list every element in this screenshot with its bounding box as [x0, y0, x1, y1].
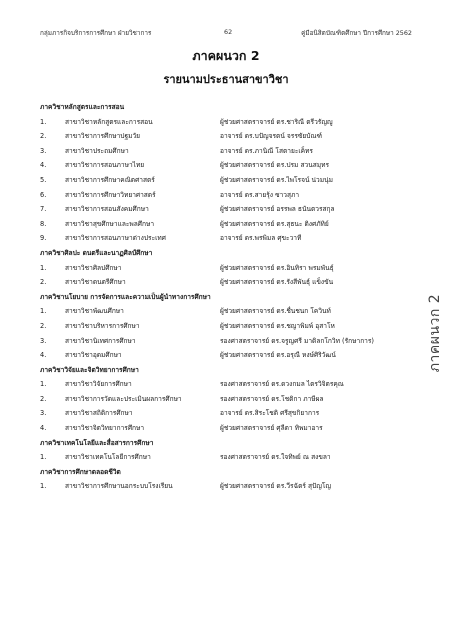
chair-name: รองศาสตราจารย์ ดร.ดวงกมล ไตรวิจิตรคุณ	[220, 380, 344, 389]
program-name: สาขาวิชาการศึกษาปฐมวัย	[65, 132, 141, 141]
item-number: 1.	[40, 263, 47, 272]
list-item	[40, 334, 412, 349]
list-item	[40, 479, 412, 494]
list-item	[40, 188, 412, 203]
item-number: 5.	[40, 175, 47, 184]
list-item	[40, 275, 412, 290]
program-name: สาขาวิชาการวัดและประเมินผลการศึกษา	[65, 394, 182, 403]
item-number: 3.	[40, 409, 47, 418]
page-header	[40, 28, 412, 40]
program-name: สาขาวิชาประถมศึกษา	[65, 146, 129, 155]
list-item	[40, 304, 412, 319]
item-number: 1.	[40, 453, 47, 462]
chair-name: ผู้ช่วยศาสตราจารย์ ดร.ปรม สวนสมุทร	[220, 161, 329, 170]
department-heading: ภาควิชาเทคโนโลยีและสื่อสารการศึกษา	[40, 438, 154, 447]
department-heading: ภาควิชานโยบาย การจัดการและความเป็นผู้นำทางการศึกษา	[40, 292, 211, 301]
department-heading: ภาควิชาหลักสูตรและการสอน	[40, 103, 125, 111]
header-department: กลุ่มภารกิจบริการการศึกษา ฝ่ายวิชาการ	[40, 29, 152, 37]
chair-name: ผู้ช่วยศาสตราจารย์ ศุลีตา ทิพมาอาร	[220, 424, 323, 433]
item-number: 1.	[40, 482, 47, 491]
chair-name: ผู้ช่วยศาสตราจารย์ ดร.สุธนะ ติงศภัทิย์	[220, 219, 329, 228]
item-number: 6.	[40, 190, 47, 199]
program-name: สาขาวิชาสุขศึกษาและพลศึกษา	[65, 219, 155, 228]
chair-name: ผู้ช่วยศาสตราจารย์ ดร.ชาริณี ตรีวรัญญู	[220, 117, 333, 126]
program-name: สาขาวิชานิเทศการศึกษา	[65, 336, 136, 345]
chair-name: อาจารย์ ดร.สิระโชติ ศรีสุขกิยาการ	[220, 409, 320, 418]
item-number: 4.	[40, 161, 47, 170]
item-number: 4.	[40, 424, 47, 433]
list-item	[40, 348, 412, 363]
program-name: สาขาวิชาพัฒนศึกษา	[65, 307, 124, 316]
item-number: 8.	[40, 219, 47, 228]
program-name: สาขาวิชาการศึกษาวิทยาศาสตร์	[65, 190, 156, 199]
program-name: สาขาวิชาการสอนภาษาต่างประเทศ	[65, 234, 166, 243]
chair-name: ผู้ช่วยศาสตราจารย์ ดร.รังสีพันธุ์ แข็งขัน	[220, 278, 334, 287]
list-item	[40, 144, 412, 159]
chair-name: รองศาสตราจารย์ ดร.โชติกา ภาษีผล	[220, 394, 324, 403]
program-name: สาขาวิชาการศึกษานอกระบบโรงเรียน	[65, 482, 173, 491]
item-number: 1.	[40, 117, 47, 126]
page-number: 62	[224, 28, 233, 36]
chair-name: ผู้ช่วยศาสตราจารย์ ดร.อรุณี หงษ์ศิริวัฒน์	[220, 351, 336, 360]
list-item	[40, 115, 412, 130]
appendix-subtitle: รายนามประธานสาขาวิชา	[163, 73, 289, 86]
side-tab-label: ภาคผนวก 2	[427, 293, 443, 373]
program-name: สาขาวิชาเทคโนโลยีการศึกษา	[65, 453, 151, 462]
chair-name: รองศาสตราจารย์ ดร.ใจทิพย์ ณ สงขลา	[220, 453, 331, 462]
header-handbook-title: คู่มือนิสิตบัณฑิตศึกษา ปีการศึกษา 2562	[301, 29, 412, 37]
program-name: สาขาวิชาวิจัยการศึกษา	[65, 380, 132, 389]
program-name: สาขาวิชาการสอนภาษาไทย	[65, 161, 145, 170]
item-number: 7.	[40, 205, 47, 214]
item-number: 2.	[40, 132, 47, 141]
chair-name: ผู้ช่วยศาสตราจารย์ อรรพล ธนันตวรสกุล	[220, 205, 335, 214]
item-number: 1.	[40, 380, 47, 389]
item-number: 3.	[40, 146, 47, 155]
program-name: สาขาวิชาศิลปศึกษา	[65, 263, 122, 272]
program-name: สาขาวิชาจิตวิทยาการศึกษา	[65, 424, 145, 433]
program-name: สาขาวิชาอุดมศึกษา	[65, 351, 122, 360]
item-number: 1.	[40, 307, 47, 316]
item-number: 2.	[40, 278, 47, 287]
list-item	[40, 129, 412, 144]
item-number: 9.	[40, 234, 47, 243]
item-number: 4.	[40, 351, 47, 360]
program-name: สาขาวิชาการสอนสังคมศึกษา	[65, 205, 149, 214]
department-heading: ภาควิชาศิลปะ ดนตรีและนาฏศิลป์ศึกษา	[40, 248, 153, 257]
department-heading: ภาควิชาวิจัยและจิตวิทยาการศึกษา	[40, 365, 139, 374]
chair-name: ผู้ช่วยศาสตราจารย์ ดร.อินทิรา พรมพันธุ์	[220, 263, 334, 272]
chair-name: ผู้ช่วยศาสตราจารย์ ดร.ชญาพิมพ์ อุสาโห	[220, 321, 335, 330]
chair-name: อาจารย์ ดร.พรพิมล ศุขะวาที	[220, 234, 302, 243]
list-item	[40, 158, 412, 173]
list-item	[40, 173, 412, 188]
list-item	[40, 406, 412, 421]
program-name: สาขาวิชาการศึกษาคณิตศาสตร์	[65, 175, 155, 184]
chair-name: อาจารย์ ดร.ภานิณี โสตายะเค็ทร	[220, 146, 313, 155]
item-number: 3.	[40, 336, 47, 345]
chair-list	[40, 100, 412, 494]
list-item	[40, 202, 412, 217]
chair-name: รองศาสตราจารย์ ดร.จรูญศรี มาดิลกโกวิท (รักษาการ)	[220, 336, 375, 345]
program-name: สาขาวิชาบริหารการศึกษา	[65, 321, 140, 330]
list-item	[40, 392, 412, 407]
appendix-title: ภาคผนวก 2	[192, 48, 260, 63]
item-number: 2.	[40, 321, 47, 330]
chair-name: ผู้ช่วยศาสตราจารย์ ดร.วีรฉัตร์ สุปัญโญ	[220, 482, 331, 491]
program-name: สาขาวิชาหลักสูตรและการสอน	[65, 117, 153, 126]
chair-name: อาจารย์ ดร.สายรุ้ง ซาวสุภา	[220, 190, 300, 199]
item-number: 2.	[40, 394, 47, 403]
chair-name: อาจารย์ ดร.บปัญจรตน์ จรรซัยบัณฑ์	[220, 132, 322, 141]
chair-name: ผู้ช่วยศาสตราจารย์ ดร.ชื่นชนก โควินท์	[220, 307, 331, 316]
list-item	[40, 217, 412, 232]
program-name: สาขาวิชาดนตรีศึกษา	[65, 278, 126, 287]
list-item	[40, 319, 412, 334]
side-tab	[419, 278, 451, 388]
list-item	[40, 377, 412, 392]
chair-name: ผู้ช่วยศาสตราจารย์ ดร.ไพโรจน์ น่วมนุ่ม	[220, 175, 333, 184]
list-item	[40, 450, 412, 465]
department-heading: ภาควิชาการศึกษาตลอดชีวิต	[40, 467, 121, 476]
program-name: สาขาวิชาสถิติการศึกษา	[65, 409, 133, 418]
list-item	[40, 421, 412, 436]
list-item	[40, 231, 412, 246]
list-item	[40, 261, 412, 276]
